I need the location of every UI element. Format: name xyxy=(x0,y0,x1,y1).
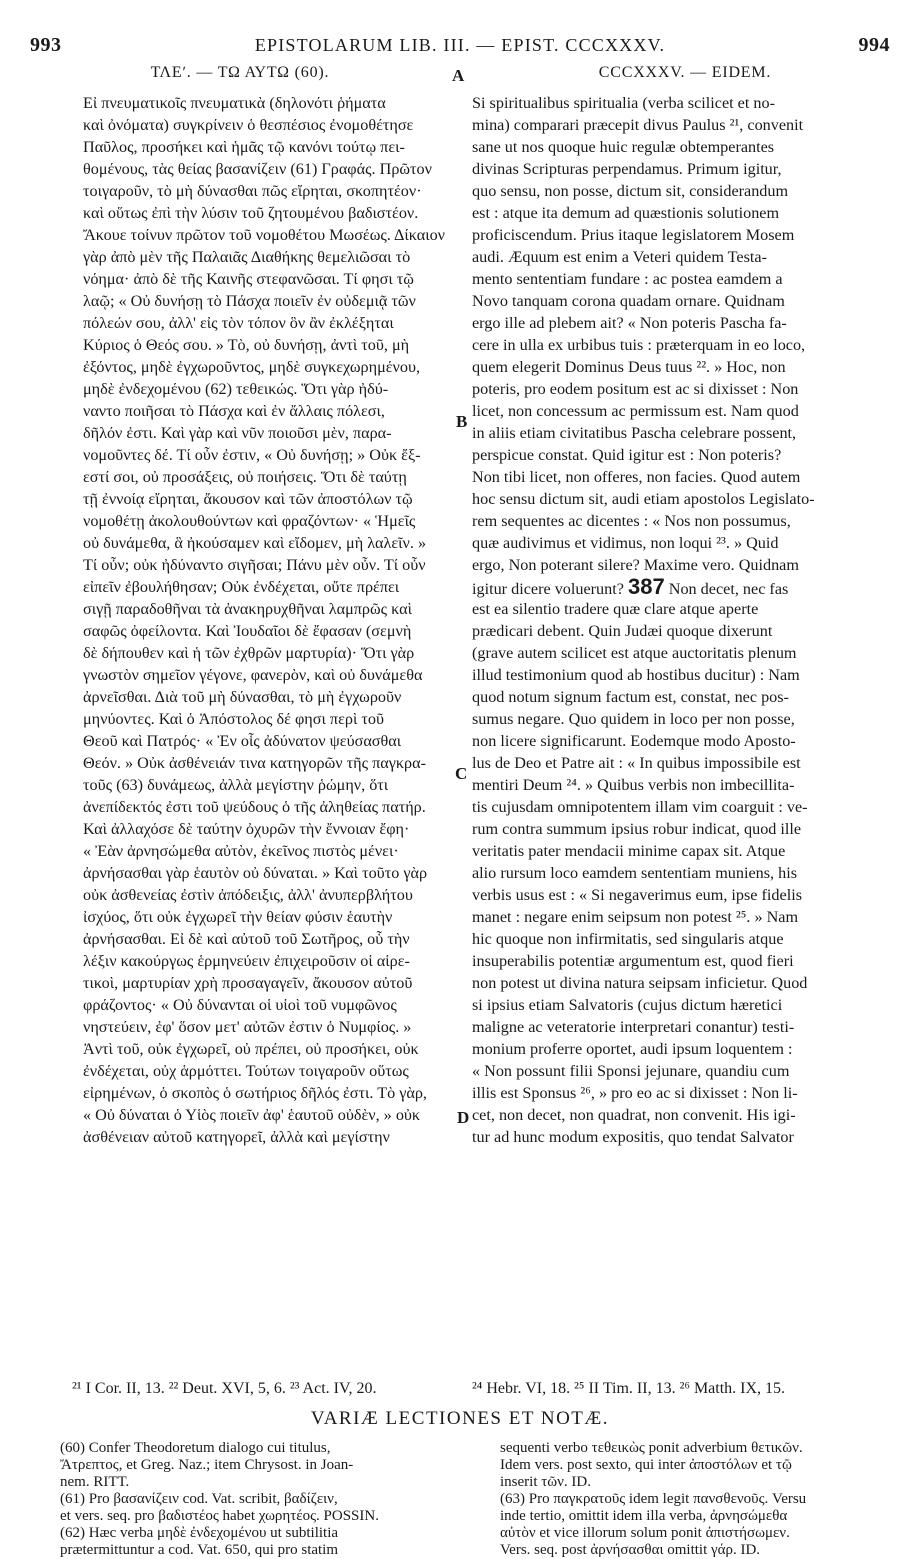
latin-text-line: tis cujusdam omnipotentem illam vim coarguit : ve- xyxy=(472,798,808,816)
latin-text-line: hoc sensu dictum sit, audi etiam apostolos Legislato- xyxy=(472,490,815,508)
greek-text-line: πόλεών σου, ἀλλ' εἰς τὸν τόπον ὃν ἂν ἐκλέξηται xyxy=(83,314,394,332)
latin-text-line: proficiscendum. Prius itaque legislatorem Mosem xyxy=(472,226,795,244)
greek-text-line: δὲ δήπουθεν καὶ ἡ τῶν ἐχθρῶν μαρτυρία)· Ὅτι γὰρ xyxy=(83,644,415,662)
greek-text-line: ἐξόντος, μηδὲ ἐγχωροῦντος, μηδὲ συγκεχωρημένου, xyxy=(83,358,421,376)
greek-text-line: εστί σοι, οὐ προσάξεις, οὐ ποιήσεις. Ὅτι δὲ ταύτῃ xyxy=(83,468,407,486)
greek-column-heading: ΤΛΕʹ. — ΤΩ ΑΥΤΩ (60). xyxy=(150,64,330,81)
greek-text-line: ἐνδέχεται, οὐχ ἁρμόττει. Τούτων τοιγαροῦν οὕτως xyxy=(83,1062,409,1080)
greek-text-line: γὰρ ἀπὸ μὲν τῆς Παλαιᾶς Διαθήκης θεμελιῶσαι τὸ xyxy=(83,248,411,266)
latin-text-line: sumus negare. Quo quidem in loco per non posse, xyxy=(472,710,795,728)
latin-text-line: verbis usus est : « Si negaverimus eum, ipse fidelis xyxy=(472,886,803,904)
latin-text-line: monium proferre oportet, audi ipsum loquentem : xyxy=(472,1040,793,1058)
latin-text-line: licet, non concessum ac permissum est. Nam quod xyxy=(472,402,799,420)
greek-text-column xyxy=(83,92,460,1148)
notes-left-column xyxy=(60,1440,460,1559)
greek-text-line: νόημα· ἀπὸ δὲ τῆς Καινῆς στεφανῶσαι. Τί φησι τῷ xyxy=(83,270,414,288)
latin-text-column xyxy=(472,92,888,1148)
latin-text-line: alio rursum loco eamdem sententiam muniens, his xyxy=(472,864,798,882)
latin-text-line: in aliis etiam civitatibus Pascha celebrare possent, xyxy=(472,424,797,442)
greek-text-line: Ἀντὶ τοῦ, οὐκ ἐγχωρεῖ, οὐ πρέπει, οὐ προσήκει, οὐκ xyxy=(83,1040,419,1058)
greek-text-line: καὶ ὀνόματα) συγκρίνειν ὁ θεσπέσιος ἐνομοθέτησε xyxy=(83,116,414,134)
latin-text-line: si ipsius etiam Salvatoris (cujus dictum hæretici xyxy=(472,996,783,1014)
note-line: (62) Hæc verba μηδὲ ἐνδεχομένου ut subtilitia xyxy=(60,1525,339,1541)
greek-text-line: νομοῦντες δέ. Τί οὖν ἐστιν, « Οὐ δυνήσῃ; » Οὐκ ἔξ- xyxy=(83,446,421,464)
note-line: Ἄτρεπτος, et Greg. Naz.; item Chrysost. in Joan- xyxy=(60,1457,354,1473)
note-line: αὐτὸν et vice illorum solum ponit ἀπιστήσωμεν. xyxy=(500,1525,790,1541)
note-line: (60) Confer Theodoretum dialogo cui titulus, xyxy=(60,1440,331,1456)
greek-text-line: τοῦς (63) δυνάμεως, ἀλλὰ μεγίστην ῥώμην, ὅτι xyxy=(83,776,389,794)
greek-text-line: ἀρνεῖσθαι. Διὰ τοῦ μὴ δύνασθαι, τὸ μὴ ἐγχωροῦν xyxy=(83,688,402,706)
greek-text-line: Θεοῦ καὶ Πατρός· « Ἐν οἷς ἀδύνατον ψεύσασθαι xyxy=(83,732,402,750)
latin-text-line: non licere significarunt. Eodemque modo Aposto- xyxy=(472,732,796,750)
latin-text-line: divinas Scripturas perpendamus. Primum igitur, xyxy=(472,160,782,178)
latin-text-line: prædicari debent. Quin Judæi quoque dixerunt xyxy=(472,622,773,640)
note-line: (61) Pro βασανίζειν cod. Vat. scribit, βαδίζειν, xyxy=(60,1491,338,1507)
latin-text-line: est ea silentio tradere quæ clare atque aperte xyxy=(472,600,759,618)
greek-text-line: Κύριος ὁ Θεός σου. » Τὸ, οὐ δυνήσῃ, ἀντὶ τοῦ, μὴ xyxy=(83,336,410,354)
page-number-right: 994 xyxy=(858,34,890,56)
latin-text-line: sane ut nos quoque huic regulæ obtemperantes xyxy=(472,138,775,156)
latin-text-line: mento sententiam fundare : ac postea eamdem a xyxy=(472,270,783,288)
latin-text-line: ergo, Non poterant silere? Maxime vero. Quidnam xyxy=(472,556,799,574)
greek-text-line: γνωστὸν σημεῖον γέγονε, φανερὸν, καὶ οὐ δυνάμεθα xyxy=(83,666,423,684)
latin-text-line: quæ audivimus et vidimus, non loqui ²³. » Quid xyxy=(472,534,779,552)
latin-text-line: poteris, pro eodem positum est ac si dixisset : Non xyxy=(472,380,799,398)
greek-text-line: ἀσθένειαν αὐτοῦ κατηγορεῖ, ἀλλὰ καὶ μεγίστην xyxy=(83,1128,390,1146)
running-head xyxy=(30,34,890,58)
greek-text-line: ἰσχύος, ὅτι οὐκ ἐγχωρεῖ τὴν θείαν φύσιν ἑαυτὴν xyxy=(83,908,393,926)
latin-text-line: est : atque ita demum ad quæstionis solutionem xyxy=(472,204,780,222)
greek-text-line: λέξιν κακούργως ἑρμηνεύειν ἐπιχειροῦσιν οἱ αἱρε- xyxy=(83,952,410,970)
latin-text-line: perspicue constat. Quid igitur est : Non poteris? xyxy=(472,446,782,464)
section-marker-a: A xyxy=(452,66,465,85)
latin-column-heading: CCCXXXV. — EIDEM. xyxy=(598,64,772,81)
running-title: EPISTOLARUM LIB. III. — EPIST. CCCXXXV. xyxy=(254,35,666,55)
greek-text-line: « Οὐ δύναται ὁ Υἱὸς ποιεῖν ἀφ' ἑαυτοῦ οὐδὲν, » οὐκ xyxy=(83,1106,421,1124)
latin-text-line: Si spiritualibus spiritualia (verba scilicet et no- xyxy=(472,94,775,112)
greek-text-line: μηδὲ ἐνδεχομένου (62) τεθεικώς. Ὅτι γὰρ ἠδύ- xyxy=(83,380,389,398)
latin-text-line: manet : negare enim seipsum non potest ²⁵. » Nam xyxy=(472,908,799,926)
greek-text-line: ἀρνήσασθαι. Εἰ δὲ καὶ αὐτοῦ τοῦ Σωτῆρος, οὗ τὴν xyxy=(83,930,410,948)
latin-text-line: mina) comparari præcepit divus Paulus ²¹, convenit xyxy=(472,116,804,134)
greek-text-line: ἀρνήσασθαι γὰρ ἑαυτὸν οὐ δύναται. » Καὶ τοῦτο γὰρ xyxy=(83,864,428,882)
latin-text-line: insuperabilis potentiæ argumentum est, quod fieri xyxy=(472,952,794,970)
latin-text-line: cet, non decet, non quadrat, non convenit. His igi- xyxy=(472,1106,796,1124)
latin-text-line: quo sensu, non posse, dictum sit, considerandum xyxy=(472,182,789,200)
notes-right-column xyxy=(500,1440,895,1559)
greek-text-line: τῇ ἐννοίᾳ εἴρηται, ἄκουσον καὶ τῶν ἀποστόλων τῷ xyxy=(83,490,413,508)
note-line: et vers. seq. pro βαδιστέος habet χωρητέος. POSSIN. xyxy=(60,1508,379,1524)
page-reference-number: 387 xyxy=(627,576,665,598)
latin-text-line: (grave autem scilicet est atque auctoritatis plenum xyxy=(472,644,797,662)
latin-text-line: veritatis pater mendacii minime capax sit. Atque xyxy=(472,842,786,860)
latin-text-line: illis est Sponsus ²⁶, » pro eo ac si dixisset : Non li- xyxy=(472,1084,798,1102)
greek-text-line: νηστεύειν, ἐφ' ὅσον μετ' αὐτῶν ἐστιν ὁ Νυμφίος. » xyxy=(83,1018,412,1036)
latin-text-line: quod notum signum factum est, constat, nec pos- xyxy=(472,688,789,706)
section-marker-c: C xyxy=(455,764,468,783)
greek-text-line: μηνύοντες. Καὶ ὁ Ἀπόστολος δέ φησι περὶ τοῦ xyxy=(83,710,384,728)
greek-text-line: Ἄκουε τοίνυν πρῶτον τοῦ νομοθέτου Μωσέως. Δίκαιον xyxy=(83,226,446,244)
note-line: nem. RITT. xyxy=(60,1474,130,1490)
latin-text-line: illud testimonium quod ab hostibus ducitur) : Nam xyxy=(472,666,800,684)
greek-text-line: σιγῇ παραδοθῆναι τὰ ἀνακηρυχθῆναι λαμπρῶς καὶ xyxy=(83,600,412,618)
scripture-refs-latin: ²⁴ Hebr. VI, 18. ²⁵ II Tim. II, 13. ²⁶ Matth. IX, 15. xyxy=(472,1380,786,1397)
greek-text-line: δῆλόν ἐστι. Καὶ γὰρ καὶ νῦν ποιοῦσι μὲν, παρα- xyxy=(83,424,392,442)
greek-text-line: Εἰ πνευματικοῖς πνευματικὰ (δηλονότι ῥήματα xyxy=(83,94,386,112)
latin-text-line: non potest ut divina natura seipsam inficietur. Quod xyxy=(472,974,808,992)
greek-text-line: σαφῶς ὀφείλοντα. Καὶ Ἰουδαῖοι δὲ ἔφασαν (σεμνὴ xyxy=(83,622,412,640)
greek-text-line: Θεόν. » Οὐκ ἀσθένειάν τινα κατηγορῶν τῆς παγκρα- xyxy=(83,754,426,772)
note-line: (63) Pro παγκρατοῦς idem legit πανσθενοῦς. Versu xyxy=(500,1491,807,1507)
latin-text-line: cere in ulla ex urbibus tuis : præterquam in eo loco, xyxy=(472,336,806,354)
latin-text-line: igitur dicere voluerunt? 387 Non decet, nec fas xyxy=(472,576,789,598)
note-line: Vers. seq. post ἀρνήσασθαι omittit γάρ. ID. xyxy=(500,1542,761,1558)
page-number-left: 993 xyxy=(30,34,62,56)
greek-text-line: Τί οὖν; οὐκ ἠδύναντο σιγῆσαι; Πάνυ μὲν οὖν. Τί οὖν xyxy=(83,556,426,574)
greek-text-line: « Ἐὰν ἀρνησώμεθα αὐτὸν, ἐκεῖνος πιστὸς μένει· xyxy=(83,842,399,860)
greek-text-line: θομένους, τὰς θείας βασανίζειν (61) Γραφάς. Πρῶτον xyxy=(83,160,432,178)
greek-text-line: λαῷ; « Οὐ δυνήσῃ τὸ Πάσχα ποιεῖν ἐν οὐδεμιᾷ τῶν xyxy=(83,292,416,310)
greek-text-line: καὶ οὕτως ἐπὶ τὴν λύσιν τοῦ ζητουμένου βαδιστέον. xyxy=(83,204,419,222)
latin-text-line: Novo tanquam corona quadam ornare. Quidnam xyxy=(472,292,785,310)
latin-text-line: rum contra summum ipsius robur indicat, quod ille xyxy=(472,820,802,838)
latin-text-line: rem sequentes ac dicentes : « Nos non possumus, xyxy=(472,512,791,530)
note-line: sequenti verbo τεθεικὼς ponit adverbium θετικῶν. xyxy=(500,1440,803,1456)
note-line: prætermittuntur a cod. Vat. 650, qui pro statim xyxy=(60,1542,339,1558)
section-marker-b: B xyxy=(456,412,468,431)
greek-text-line: εἰπεῖν ἐβουλήθησαν; Οὐκ ἐνδέχεται, οὔτε πρέπει xyxy=(83,578,400,596)
greek-text-line: οὐκ ἀσθενείας ἐστὶν ἀπόδειξις, ἀλλ' ἀνυπερβλήτου xyxy=(83,886,413,904)
greek-text-line: τοιγαροῦν, τὸ μὴ δύνασθαι πῶς εἴρηται, σκοπητέον· xyxy=(83,182,422,200)
scripture-refs-greek: ²¹ I Cor. II, 13. ²² Deut. XVI, 5, 6. ²³ Act. IV, 20. xyxy=(72,1380,377,1397)
note-line: inde tertio, omittit idem illa verba, ἀρνησώμεθα xyxy=(500,1508,788,1524)
latin-text-line: tur ad hunc modum expositis, quo tendat Salvator xyxy=(472,1128,794,1146)
note-line: inserit τῶν. ID. xyxy=(500,1474,592,1490)
greek-text-line: οὐ δυνάμεθα, ἃ ἠκούσαμεν καὶ εἴδομεν, μὴ λαλεῖν. » xyxy=(83,534,427,552)
latin-text-line: lus de Deo et Patre ait : « In quibus impossibile est xyxy=(472,754,801,772)
latin-text-line: quem elegerit Dominus Deus tuus ²². » Hoc, non xyxy=(472,358,786,376)
latin-text-line: ergo ille ad plebem ait? « Non poteris Pascha fa- xyxy=(472,314,787,332)
greek-text-line: ἀνεπίδεκτός ἐστι τοῦ ψεύδους ὁ τῆς ἀληθείας πατήρ. xyxy=(83,798,426,816)
greek-text-line: εἰρημένων, ὁ σκοπὸς ὁ σωτήριος δῆλός ἐστι. Τὸ γὰρ, xyxy=(83,1084,427,1102)
latin-text-line: mentiri Deum ²⁴. » Quibus verbis non imbecillita- xyxy=(472,776,795,794)
greek-text-line: νομοθέτῃ ἀκολουθούντων καὶ φραζόντων· « Ἡμεῖς xyxy=(83,512,416,530)
greek-text-line: τικοὶ, μαρτυρίαν χρὴ προσαγαγεῖν, ἄκουσον αὐτοῦ xyxy=(83,974,413,992)
note-line: Idem vers. post sexto, qui inter ἀποστόλων et τῷ xyxy=(500,1457,792,1473)
latin-text-line: « Non possunt filii Sponsi jejunare, quandiu cum xyxy=(472,1062,790,1080)
latin-text-line: maligne ac veteratorie interpretari conantur) testi- xyxy=(472,1018,795,1036)
latin-text-line: Non tibi licet, non offeres, non facies. Quod autem xyxy=(472,468,801,486)
latin-text-line: hic quoque non infirmitatis, sed singularis atque xyxy=(472,930,784,948)
greek-text-line: φράζοντος· « Οὐ δύνανται οἱ υἱοὶ τοῦ νυμφῶνος xyxy=(83,996,397,1014)
greek-text-line: ναντο ποιῆσαι τὸ Πάσχα καὶ ἐν ἄλλαις πόλεσι, xyxy=(83,402,385,420)
greek-text-line: Παῦλος, προσήκει καὶ ἡμᾶς τῷ κανόνι τούτῳ πει- xyxy=(83,138,405,156)
greek-text-line: Καὶ ἀλλαχόσε δὲ ταύτην ὀχυρῶν τὴν ἔννοιαν ἔφη· xyxy=(83,820,410,838)
section-marker-d: D xyxy=(457,1108,470,1127)
latin-text-line: audi. Æquum est enim a Veteri quidem Testa- xyxy=(472,248,767,266)
variae-lectiones-heading: VARIÆ LECTIONES ET NOTÆ. xyxy=(310,1408,610,1429)
